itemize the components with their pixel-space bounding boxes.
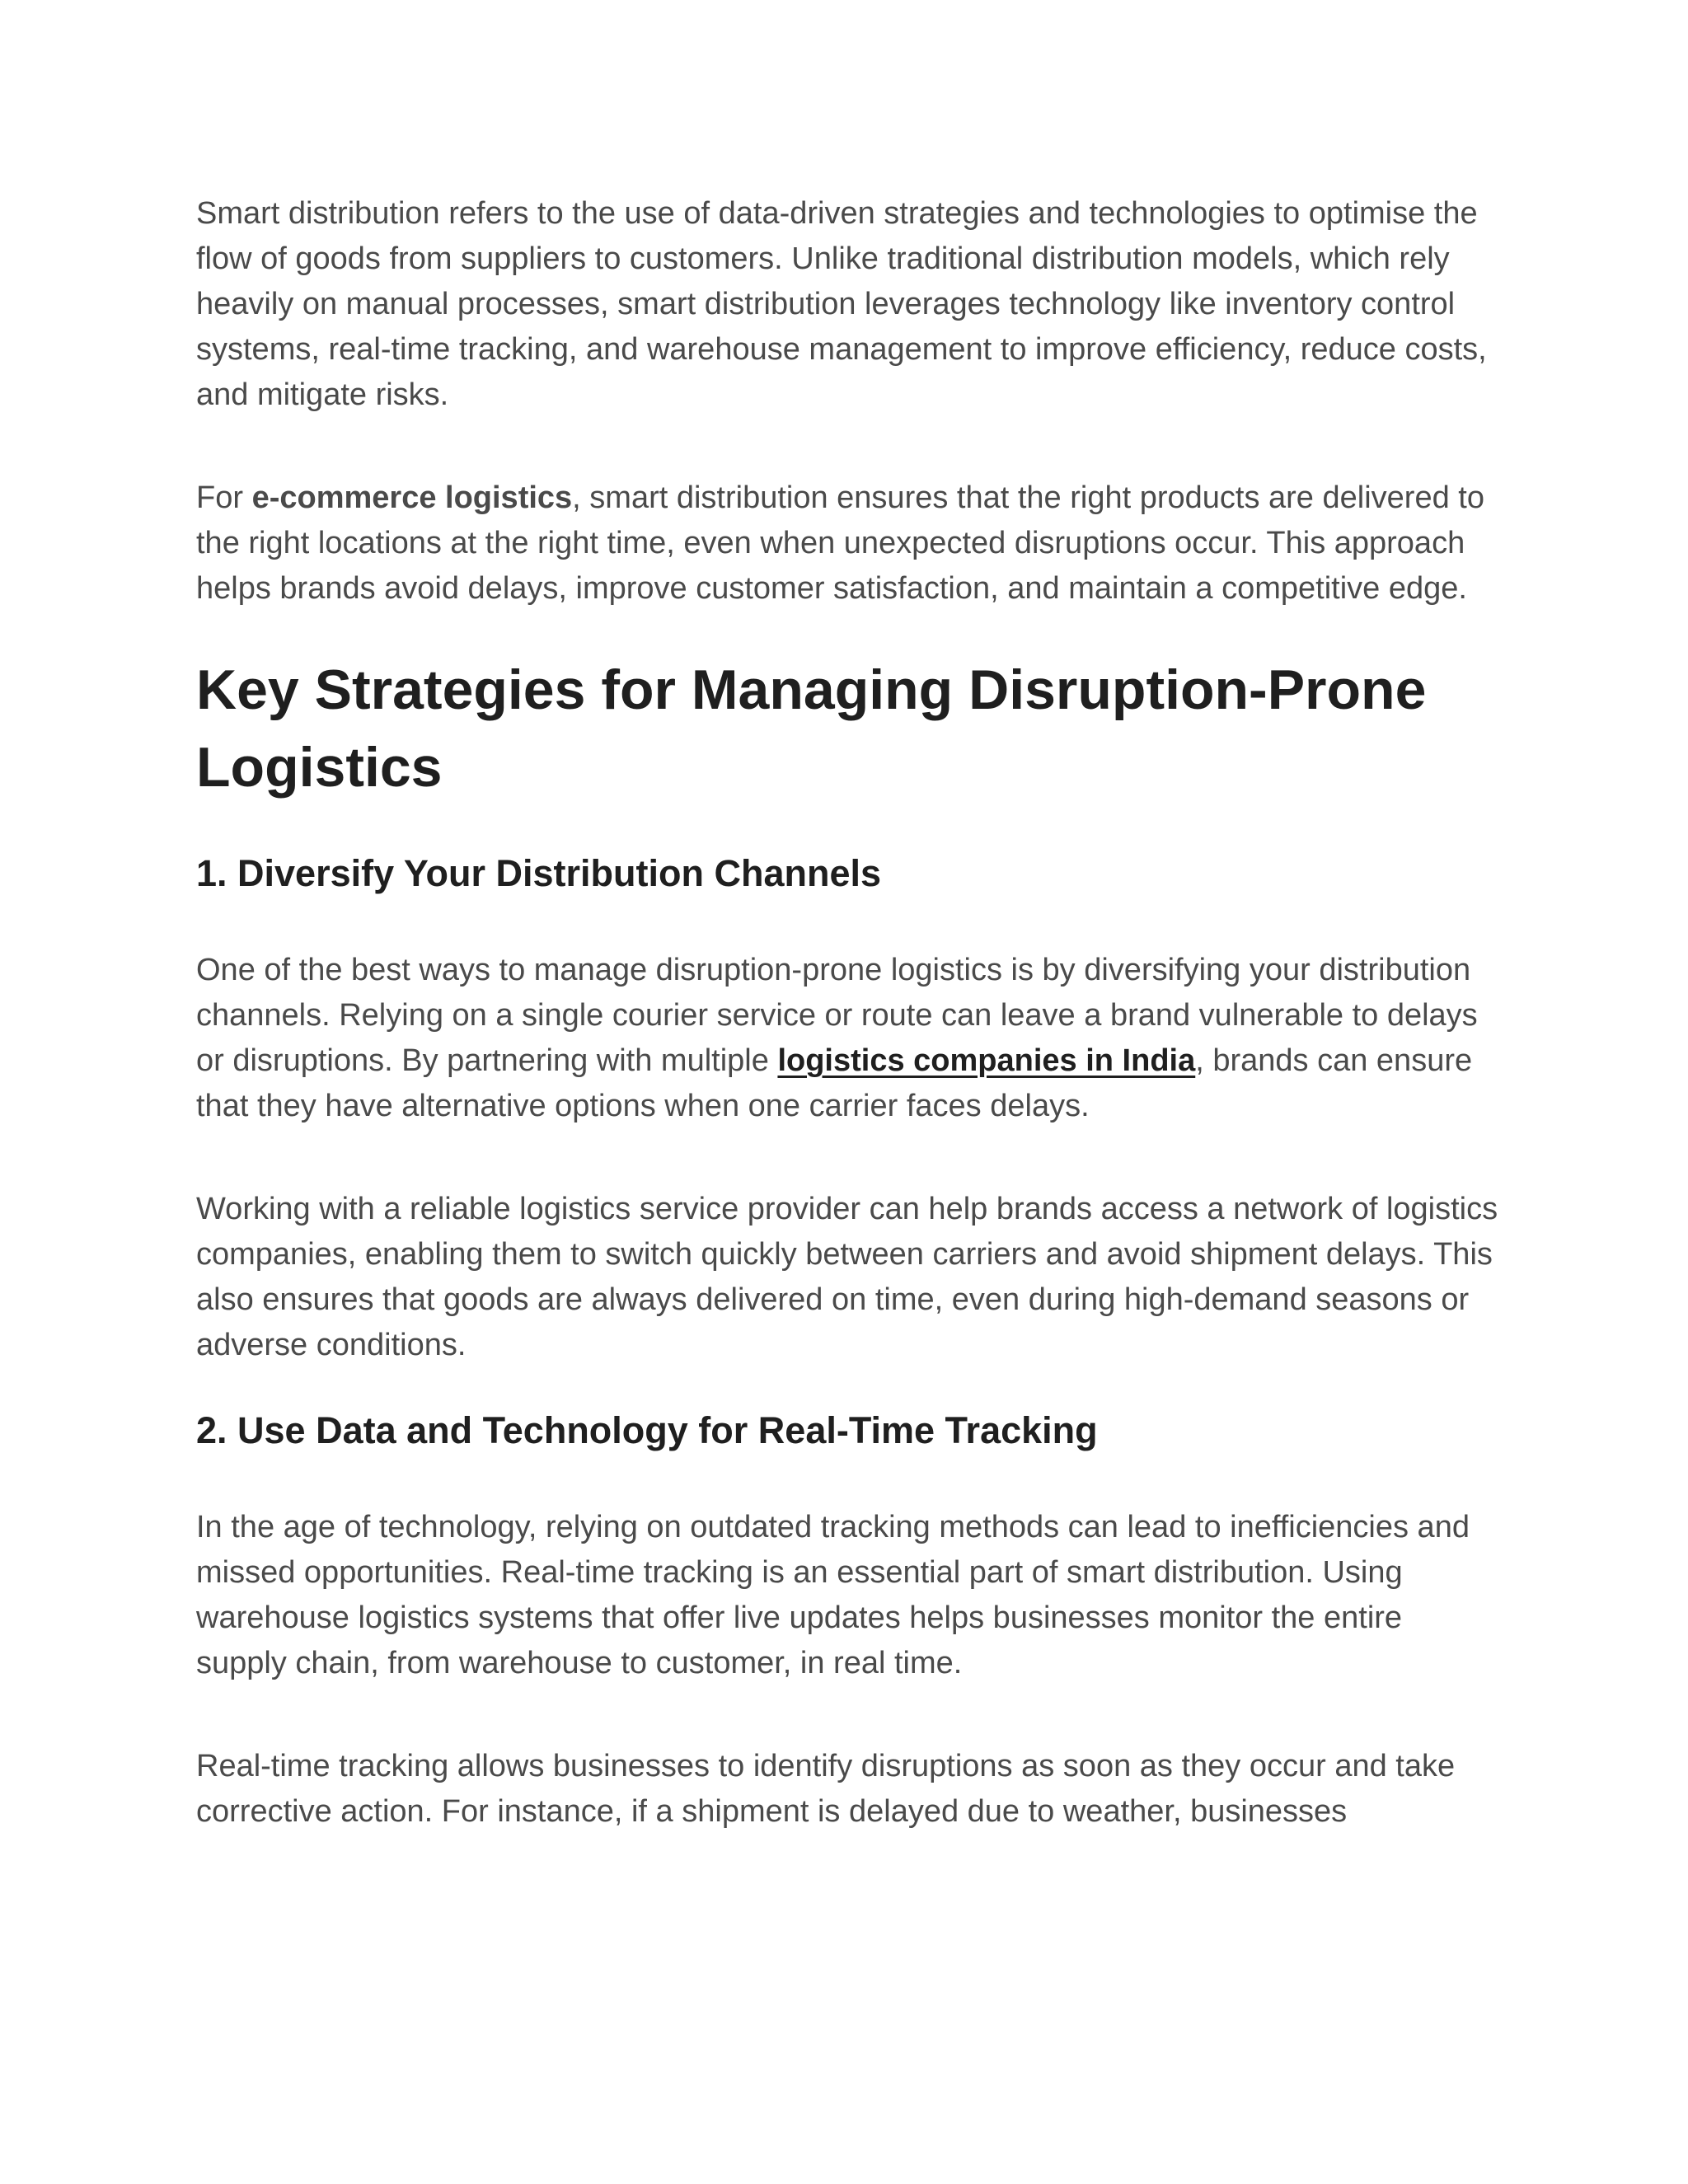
ecommerce-paragraph — [196, 476, 1498, 612]
section-1-paragraph-2: Working with a reliable logistics service provider can help brands access a network of logistics companies, enabling them to switch quickly between carriers and avoid shipment delays. This also ensures that goods are always delivered on time, even during high-demand seasons or adverse conditions. — [196, 1192, 1498, 1362]
logistics-companies-link[interactable]: logistics companies in India — [777, 1043, 1196, 1078]
main-heading: Key Strategies for Managing Disruption-Prone Logistics — [196, 658, 1427, 799]
document-body — [196, 191, 1498, 1835]
ecommerce-paragraph-prefix: For — [196, 480, 252, 515]
section-2-paragraph-2: Real-time tracking allows businesses to identify disruptions as soon as they occur and take corrective action. For instance, if a shipment is delayed due to weather, businesses — [196, 1749, 1456, 1829]
section-2-heading: 2. Use Data and Technology for Real-Time Tracking — [196, 1409, 1098, 1451]
section-1-paragraph-1-prefix: One of the best ways to manage disruption-prone logistics is by diversifying your distribution channels. Relying on a single courier service or route can leave a brand vulnerable to delays or disruptions. By partnering with multiple — [196, 953, 1478, 1078]
section-1-heading: 1. Diversify Your Distribution Channels — [196, 852, 882, 894]
section-1-paragraph-1-suffix: , brands can ensure that they have alternative options when one carrier faces delays. — [196, 1043, 1473, 1123]
section-1-paragraph-1 — [196, 948, 1498, 1129]
intro-paragraph: Smart distribution refers to the use of data-driven strategies and technologies to optimise the flow of goods from suppliers to customers. Unlike traditional distribution models, which rely heavily on manual processes, smart distribution leverages technology like inventory control systems, real-time tracking, and warehouse management to improve efficiency, reduce costs, and mitigate risks. — [196, 196, 1487, 412]
ecommerce-logistics-bold: e-commerce logistics — [251, 480, 573, 515]
section-2-paragraph-1: In the age of technology, relying on outdated tracking methods can lead to inefficiencies and missed opportunities. Real-time tracking is an essential part of smart distribution. Using warehouse logistics systems that offer live updates helps businesses monitor the entire supply chain, from warehouse to customer, in real time. — [196, 1510, 1470, 1680]
ecommerce-paragraph-suffix: , smart distribution ensures that the right products are delivered to the right locations at the right time, even when unexpected disruptions occur. This approach helps brands avoid delays, improve customer satisfaction, and maintain a competitive edge. — [196, 480, 1484, 606]
